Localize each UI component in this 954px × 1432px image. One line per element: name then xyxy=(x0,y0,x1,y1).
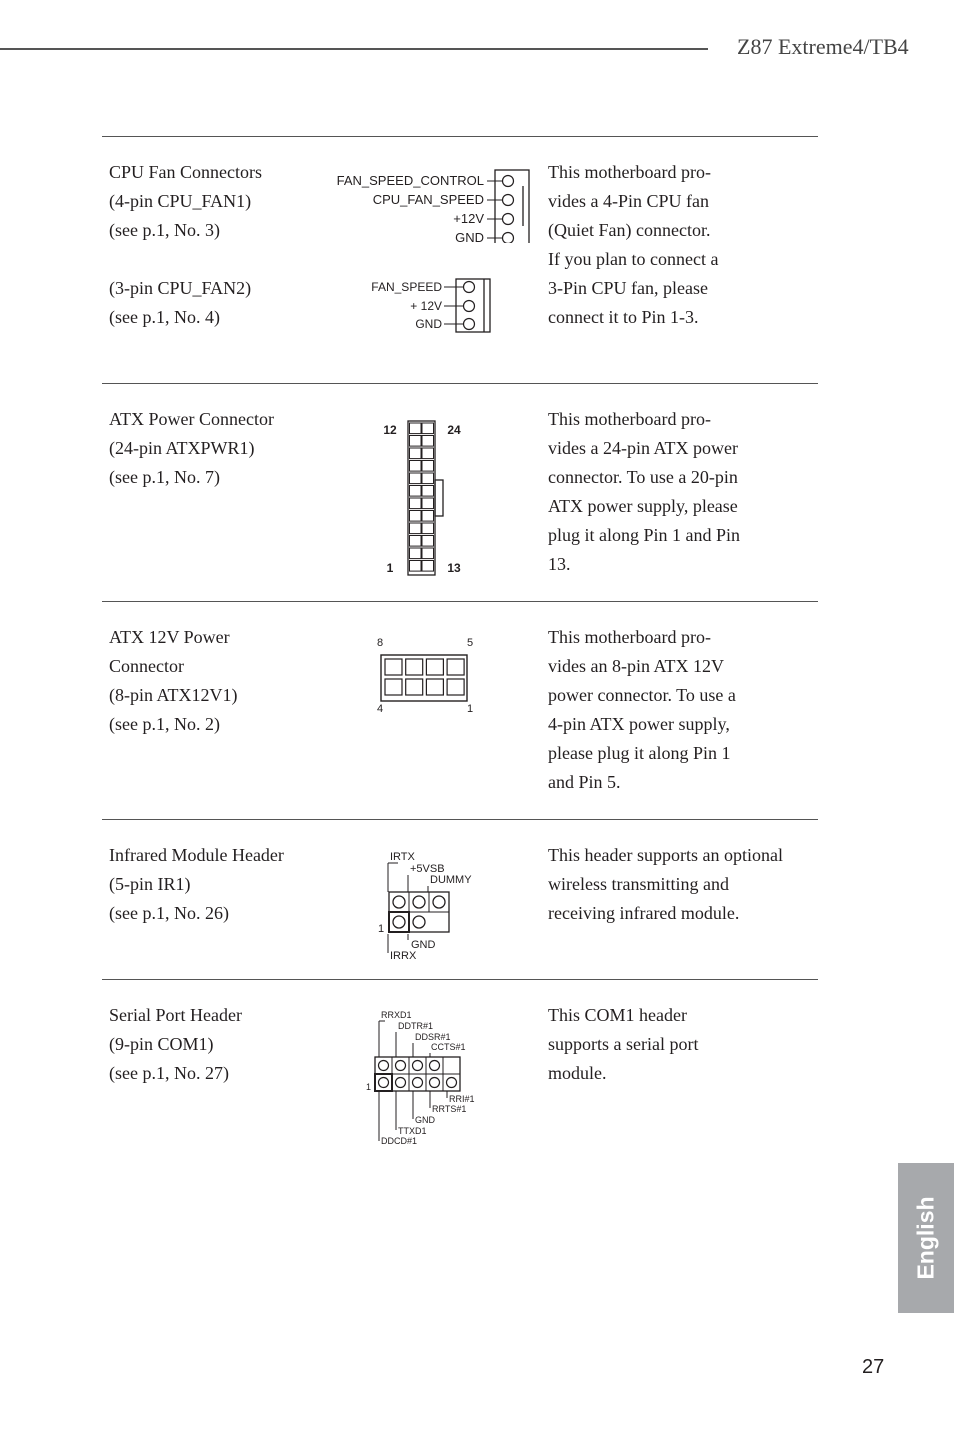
atx8-pin xyxy=(406,679,423,695)
label-line: (see p.1, No. 26) xyxy=(109,903,229,923)
com1-pin xyxy=(413,1078,423,1088)
com1-pin xyxy=(430,1078,440,1088)
desc-line: wireless transmitting and xyxy=(548,874,729,894)
pin-number: 13 xyxy=(447,561,461,575)
desc-line: receiving infrared module. xyxy=(548,903,740,923)
label-line: Connector xyxy=(109,656,184,676)
desc-line: power connector. To use a xyxy=(548,685,736,705)
pin-label: GND xyxy=(415,317,442,331)
pin-label: GND xyxy=(411,939,436,951)
atx24-pin xyxy=(410,548,422,559)
atx24-pin xyxy=(422,498,434,509)
desc-line: ATX power supply, please xyxy=(548,496,738,516)
atx24-pin xyxy=(410,448,422,459)
label-line: Serial Port Header xyxy=(109,1005,242,1025)
pin-label: +12V xyxy=(453,211,484,226)
atx-24pin-diagram xyxy=(376,418,476,578)
atx-power-description xyxy=(548,405,818,579)
desc-line: 13. xyxy=(548,554,571,574)
desc-line: vides an 8-pin ATX 12V xyxy=(548,656,724,676)
atx24-pin xyxy=(410,536,422,547)
label-line: (see p.1, No. 27) xyxy=(109,1063,229,1083)
desc-line: please plug it along Pin 1 xyxy=(548,743,731,763)
page-number: 27 xyxy=(862,1356,885,1378)
atx-12v-label xyxy=(109,623,329,739)
cpu-fan-description xyxy=(548,158,818,332)
atx24-pin xyxy=(422,548,434,559)
desc-line: This COM1 header xyxy=(548,1005,687,1025)
cpu-fan-label xyxy=(109,158,329,332)
label-line: (see p.1, No. 3) xyxy=(109,220,220,240)
atx-power-label xyxy=(109,405,329,492)
atx24-pin xyxy=(422,473,434,484)
desc-line: connector. To use a 20-pin xyxy=(548,467,738,487)
atx-8pin-diagram xyxy=(372,634,476,716)
atx24-pin xyxy=(422,523,434,534)
atx24-pin xyxy=(410,423,422,434)
desc-line: This motherboard pro- xyxy=(548,162,711,182)
atx8-pin xyxy=(406,659,423,675)
pin-number: 1 xyxy=(378,923,385,935)
pin-number: 8 xyxy=(376,637,384,649)
label-line: (8-pin ATX12V1) xyxy=(109,685,238,705)
pin-number: 5 xyxy=(466,637,474,649)
atx24-pin xyxy=(410,436,422,447)
pin-label: IRTX xyxy=(390,851,415,863)
com1-pin xyxy=(430,1061,440,1071)
atx24-pin xyxy=(422,511,434,522)
model-title: Z87 Extreme4/TB4 xyxy=(737,34,909,59)
atx24-pin xyxy=(410,461,422,472)
desc-line: 4-pin ATX power supply, xyxy=(548,714,730,734)
pin-label: DUMMY xyxy=(430,874,472,886)
section-divider xyxy=(102,979,818,980)
header-rule xyxy=(0,48,708,50)
atx8-pin xyxy=(385,679,402,695)
atx8-pin xyxy=(447,659,464,675)
label-line: (see p.1, No. 2) xyxy=(109,714,220,734)
desc-line: plug it along Pin 1 and Pin xyxy=(548,525,741,545)
desc-line: vides a 24-pin ATX power xyxy=(548,438,738,458)
label-line: (see p.1, No. 4) xyxy=(109,307,220,327)
pin-label: TTXD1 xyxy=(398,1126,427,1136)
com1-pin xyxy=(379,1078,389,1088)
pin-label: +5VSB xyxy=(410,863,445,875)
pin-label: CCTS#1 xyxy=(431,1042,466,1052)
pin-number: 1 xyxy=(386,561,394,575)
atx8-pin xyxy=(426,659,443,675)
section-divider xyxy=(102,136,818,137)
com1-header-diagram xyxy=(362,1008,482,1148)
pin-label: RRTS#1 xyxy=(432,1104,467,1114)
desc-line: 3-Pin CPU fan, please xyxy=(548,278,708,298)
com1-pin xyxy=(413,1061,423,1071)
section-divider xyxy=(102,383,818,384)
cpu-fan-4pin-diagram xyxy=(330,166,535,246)
atx24-pin xyxy=(422,423,434,434)
desc-line: This header supports an optional xyxy=(548,845,783,865)
pin-label: GND xyxy=(455,230,484,245)
atx24-pin xyxy=(410,473,422,484)
atx24-pin xyxy=(410,486,422,497)
desc-line: and Pin 5. xyxy=(548,772,621,792)
label-line: (4-pin CPU_FAN1) xyxy=(109,191,252,211)
atx-12v-description xyxy=(548,623,818,797)
pin-number: 1 xyxy=(366,1082,372,1092)
pin-number: 24 xyxy=(447,423,461,437)
label-line xyxy=(109,245,329,274)
pin-label: DDTR#1 xyxy=(398,1021,434,1031)
label-line: Infrared Module Header xyxy=(109,845,284,865)
language-tab-label: English xyxy=(912,1196,939,1280)
pin-label: DDSR#1 xyxy=(415,1032,451,1042)
pin-label: DDCD#1 xyxy=(381,1136,418,1146)
pin-number: 4 xyxy=(376,703,384,715)
label-line: (9-pin COM1) xyxy=(109,1034,214,1054)
pin-label: CPU_FAN_SPEED xyxy=(372,192,484,207)
section-divider xyxy=(102,819,818,820)
desc-line: vides a 4-Pin CPU fan xyxy=(548,191,709,211)
atx8-pin xyxy=(447,679,464,695)
label-line: ATX 12V Power xyxy=(109,627,230,647)
com1-pin xyxy=(379,1061,389,1071)
com1-pin xyxy=(396,1061,406,1071)
desc-line: connect it to Pin 1-3. xyxy=(548,307,699,327)
language-tab xyxy=(898,1163,954,1313)
label-line: ATX Power Connector xyxy=(109,409,274,429)
atx24-pin xyxy=(410,523,422,534)
label-line: (24-pin ATXPWR1) xyxy=(109,438,255,458)
section-divider xyxy=(102,601,818,602)
desc-line: If you plan to connect a xyxy=(548,249,719,269)
atx8-pin xyxy=(426,679,443,695)
label-line: (5-pin IR1) xyxy=(109,874,191,894)
desc-line: This motherboard pro- xyxy=(548,627,711,647)
label-line: (3-pin CPU_FAN2) xyxy=(109,278,252,298)
label-line: (see p.1, No. 7) xyxy=(109,467,220,487)
pin-label: + 12V xyxy=(410,299,442,313)
atx24-pin xyxy=(422,461,434,472)
serial-label xyxy=(109,1001,329,1088)
pin-label: FAN_SPEED xyxy=(371,280,442,294)
pin-label: GND xyxy=(415,1115,435,1125)
pin-number: 1 xyxy=(466,703,474,715)
label-line: CPU Fan Connectors xyxy=(109,162,262,182)
atx24-pin xyxy=(422,561,434,572)
serial-description xyxy=(548,1001,818,1088)
ir-header-diagram xyxy=(374,848,484,964)
atx24-pin xyxy=(410,498,422,509)
pin-label: FAN_SPEED_CONTROL xyxy=(336,173,484,188)
infrared-description xyxy=(548,841,818,928)
atx24-pin xyxy=(422,486,434,497)
atx24-pin xyxy=(410,561,422,572)
atx24-pin xyxy=(422,536,434,547)
com1-pin xyxy=(447,1078,457,1088)
pin-label: IRRX xyxy=(390,950,417,962)
atx24-pin xyxy=(422,436,434,447)
cpu-fan-3pin-diagram xyxy=(368,276,494,334)
atx24-pin xyxy=(410,511,422,522)
pin-number: 12 xyxy=(383,423,397,437)
desc-line: supports a serial port xyxy=(548,1034,699,1054)
atx24-pin xyxy=(422,448,434,459)
desc-line: module. xyxy=(548,1063,607,1083)
infrared-label xyxy=(109,841,329,928)
pin-label: RRXD1 xyxy=(381,1010,412,1020)
desc-line: This motherboard pro- xyxy=(548,409,711,429)
atx8-pin xyxy=(385,659,402,675)
desc-line: (Quiet Fan) connector. xyxy=(548,220,711,240)
com1-pin xyxy=(396,1078,406,1088)
pin-label: RRI#1 xyxy=(449,1094,475,1104)
